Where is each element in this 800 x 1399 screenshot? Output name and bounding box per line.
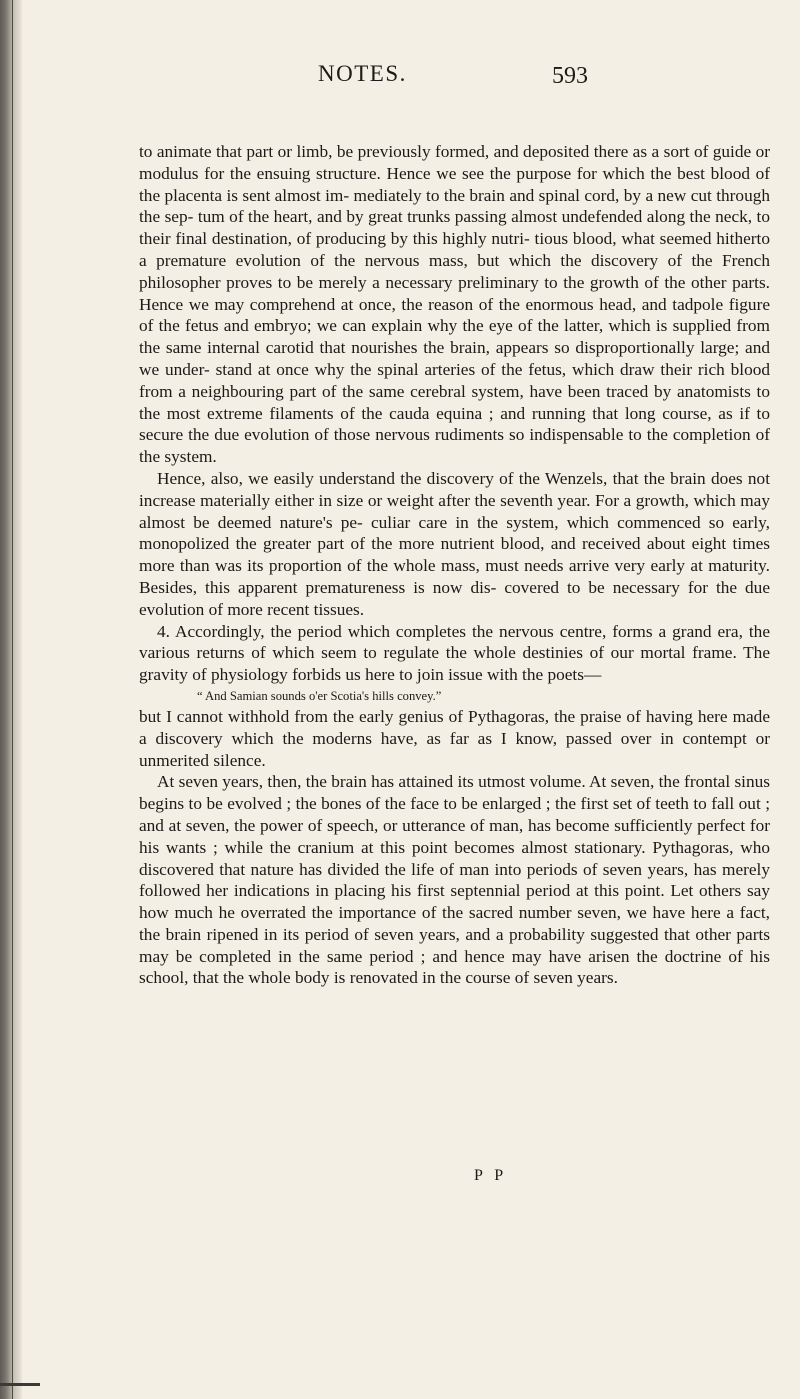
paragraph-2: Hence, also, we easily understand the discovery of the Wenzels, that the brain does not increase materially either in size or weight after the seventh year. For a growth, which may almost be deemed nature's pe- culiar care in the system, which commenced so early, monopolized the greater part of the more nutrient blood, and received about eight times more than was its proportion of the whole mass, must needs arrive very early at maturity. Besides, this apparent prematureness is now dis- covered to be necessary for the due evolution of more recent tissues.	[139, 468, 770, 619]
running-head: NOTES.	[318, 61, 407, 86]
paragraph-1: to animate that part or limb, be previously formed, and deposited there as a sort of guide or modulus for the ensuing structure. Hence we see the purpose for which the best blood of the placenta is sent almost im- mediately to the brain and spinal cord, by a new cut through the sep- tum of the heart, and by great trunks passing almost undefended along the neck, to their final destination, of producing by this highly nutri- tious blood, what seemed hitherto a premature evolution of the nervous mass, but which the discovery of the French philosopher proves to be merely a necessary preliminary to the growth of the other parts. Hence we may comprehend at once, the reason of the enormous head, and tadpole figure of the fetus and embryo; we can explain why the eye of the latter, which is supplied from the same internal carotid that nourishes the brain, appears so disproportionally large; and we under- stand at once why the spinal arteries of the fetus, which draw their rich blood from a neighbouring part of the same cerebral system, have been traced by anatomists to the most extreme filaments of the cauda equina ; and running that long course, as if to secure the due evolution of those nervous rudiments so indispensable to the completion of the system.	[139, 142, 770, 467]
book-spine-shadow	[0, 0, 22, 1399]
page-number: 593	[552, 63, 588, 89]
paragraph-5: At seven years, then, the brain has attained its utmost volume. At seven, the frontal sinus begins to be evolved ; the bones of the face to be enlarged ; the first set of teeth to fall out ; and at seven, the power of speech, or utterance of man, has become sufficiently perfect for his wants ; while the cranium at this point becomes almost stationary. Pythagoras, who discovered that nature has divided the life of man into periods of seven years, has merely followed her indications in placing his first septennial period at this point. Let others say how much he overrated the importance of the sacred number seven, we have here a fact, the brain ripened in its period of seven years, and a probability suggested that other parts may be completed in the same period ; and hence may have arisen the doctrine of his school, that the whole body is renovated in the course of seven years.	[139, 772, 770, 988]
page-header	[0, 55, 800, 95]
poetry-quote: “ And Samian sounds o'er Scotia's hills convey.”	[197, 688, 442, 703]
notes-text	[139, 141, 770, 989]
paragraph-3: 4. Accordingly, the period which completes the nervous centre, forms a grand era, the various returns of which seem to regulate the whole destinies of our mortal frame. The gravity of physiology forbids us here to join issue with the poets—	[139, 621, 770, 685]
spine-edge-line	[12, 0, 13, 1399]
paragraph-4: but I cannot withhold from the early genius of Pythagoras, the praise of having here made a discovery which the moderns have, as far as I know, passed over in contempt or unmerited silence.	[139, 706, 770, 770]
bottom-edge-rule	[0, 1383, 40, 1386]
signature-mark: P P	[474, 1167, 508, 1184]
